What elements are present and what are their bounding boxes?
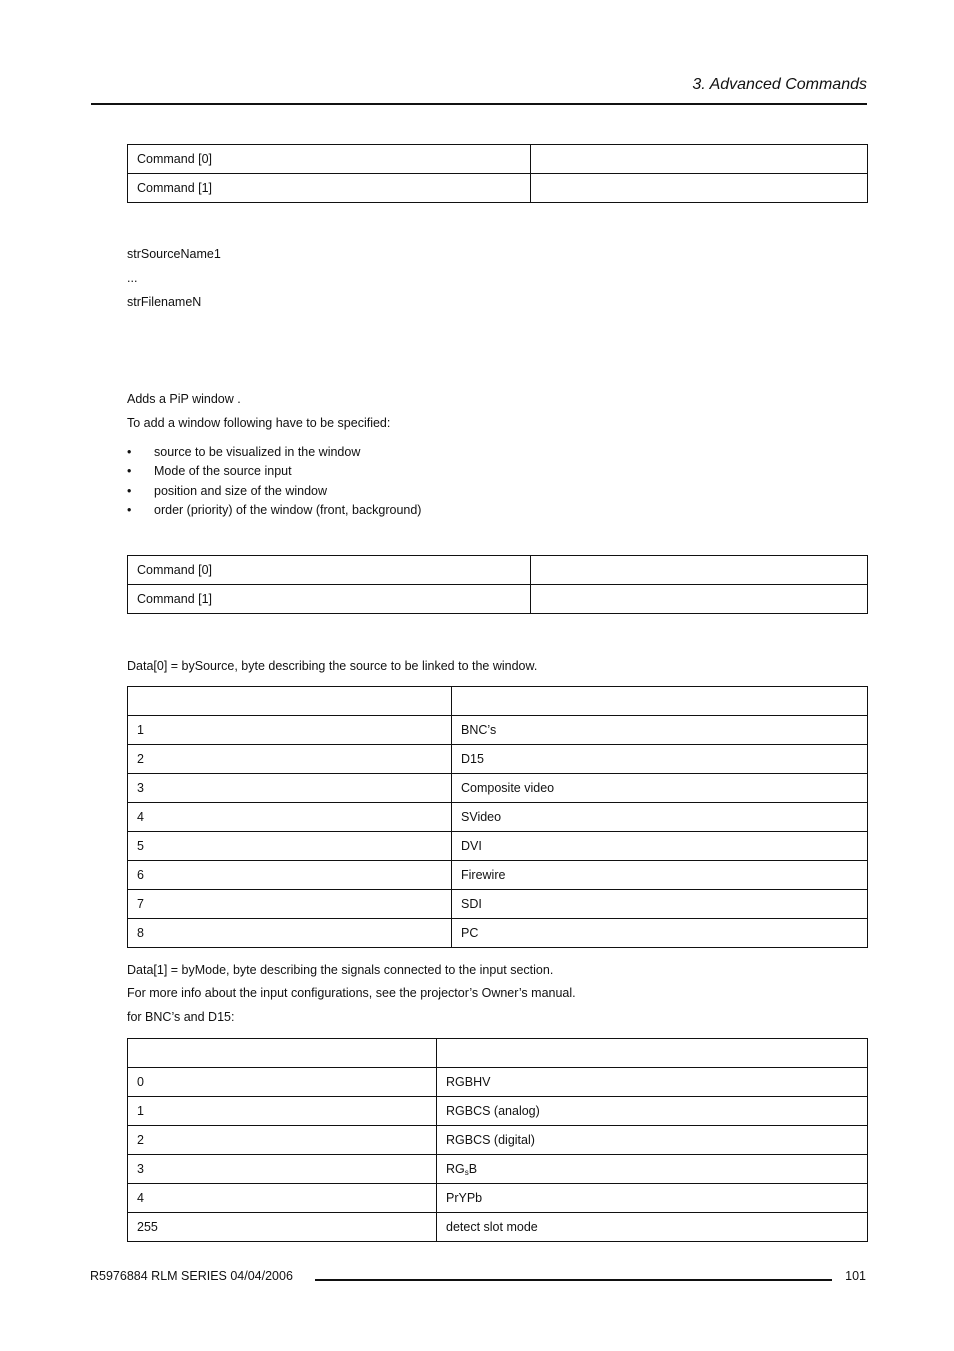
table-row <box>128 919 868 948</box>
rgsb-suffix: B <box>468 1161 478 1176</box>
table-cell: RGBCS (digital) <box>437 1126 868 1155</box>
data0-description: Data[0] = bySource, byte describing the source to be linked to the window. <box>127 659 538 673</box>
table-cell: 1 <box>128 716 452 745</box>
table-row <box>128 556 868 585</box>
table-cell: D15 <box>452 745 868 774</box>
table-cell: PC <box>452 919 868 948</box>
table-cell: SDI <box>452 890 868 919</box>
bullet-icon: • <box>127 502 132 517</box>
table-cell: 8 <box>128 919 452 948</box>
table-cell: 5 <box>128 832 452 861</box>
table-row <box>128 1213 868 1242</box>
table-cell: Command [1] <box>128 174 531 203</box>
table-row <box>128 832 868 861</box>
param-line: strSourceName1 <box>127 247 221 261</box>
table-cell: Command [0] <box>128 145 531 174</box>
data1-subheading: for BNC’s and D15: <box>127 1010 235 1024</box>
list-item <box>127 443 421 462</box>
table-cell <box>437 1155 868 1184</box>
table-row <box>128 1097 868 1126</box>
table-cell: 0 <box>128 1068 437 1097</box>
table-cell: RGBCS (analog) <box>437 1097 868 1126</box>
bullet-list <box>127 443 421 520</box>
param-line: ... <box>127 271 138 285</box>
rgsb-subscript: s <box>464 1167 469 1177</box>
table-header-row <box>128 1039 868 1068</box>
table-row <box>128 774 868 803</box>
table-cell: detect slot mode <box>437 1213 868 1242</box>
table-cell: 3 <box>128 1155 437 1184</box>
table-cell: 2 <box>128 1126 437 1155</box>
list-item-text: Mode of the source input <box>154 464 292 479</box>
table-cell <box>452 687 868 716</box>
data1-description: Data[1] = byMode, byte describing the signals connected to the input section. <box>127 963 554 977</box>
table-row <box>128 585 868 614</box>
table-row <box>128 1155 868 1184</box>
page-header-title: 3. Advanced Commands <box>692 76 867 93</box>
description-text: Adds a PiP window . <box>127 392 241 406</box>
header-rule <box>91 103 867 105</box>
footer-rule <box>315 1279 832 1281</box>
table-cell: Command [1] <box>128 585 531 614</box>
table-cell: 4 <box>128 1184 437 1213</box>
list-item <box>127 501 421 520</box>
table-cell <box>437 1039 868 1068</box>
table-row <box>128 145 868 174</box>
data1-note: For more info about the input configurations, see the projector’s Owner’s manual. <box>127 986 576 1000</box>
list-item <box>127 462 421 481</box>
table-cell: BNC’s <box>452 716 868 745</box>
table-row <box>128 745 868 774</box>
table-cell: RGBHV <box>437 1068 868 1097</box>
table-cell <box>531 145 868 174</box>
table-header-row <box>128 687 868 716</box>
table-row <box>128 174 868 203</box>
list-item-text: position and size of the window <box>154 483 328 498</box>
table-cell: 4 <box>128 803 452 832</box>
table-cell: 7 <box>128 890 452 919</box>
table-cell: Composite video <box>452 774 868 803</box>
table-row <box>128 890 868 919</box>
list-item-text: order (priority) of the window (front, background) <box>154 502 422 517</box>
table-cell: Command [0] <box>128 556 531 585</box>
table-cell <box>128 1039 437 1068</box>
table-row <box>128 1184 868 1213</box>
description-text: To add a window following have to be specified: <box>127 416 391 430</box>
table-cell: SVideo <box>452 803 868 832</box>
command-table-2 <box>127 555 868 614</box>
table-cell <box>531 174 868 203</box>
list-item <box>127 482 421 501</box>
table-cell: 1 <box>128 1097 437 1126</box>
bullet-icon: • <box>127 483 132 498</box>
table-cell <box>531 585 868 614</box>
table-cell <box>531 556 868 585</box>
table-cell: 6 <box>128 861 452 890</box>
list-item-text: source to be visualized in the window <box>154 445 361 459</box>
table-cell: DVI <box>452 832 868 861</box>
table-row <box>128 861 868 890</box>
table-cell: Firewire <box>452 861 868 890</box>
bullet-icon: • <box>127 445 132 459</box>
page-number: 101 <box>845 1269 866 1283</box>
table-cell: 255 <box>128 1213 437 1242</box>
table-row <box>128 1126 868 1155</box>
table-row <box>128 716 868 745</box>
table-cell: 3 <box>128 774 452 803</box>
command-table-1 <box>127 144 868 203</box>
table-cell <box>128 687 452 716</box>
rgsb-prefix: RG <box>446 1161 465 1176</box>
bullet-icon: • <box>127 464 132 479</box>
source-table <box>127 686 868 948</box>
table-cell: 2 <box>128 745 452 774</box>
table-row <box>128 803 868 832</box>
table-row <box>128 1068 868 1097</box>
mode-table <box>127 1038 868 1242</box>
param-line: strFilenameN <box>127 295 202 309</box>
table-cell: PrYPb <box>437 1184 868 1213</box>
footer-doc-info: R5976884 RLM SERIES 04/04/2006 <box>90 1269 293 1283</box>
